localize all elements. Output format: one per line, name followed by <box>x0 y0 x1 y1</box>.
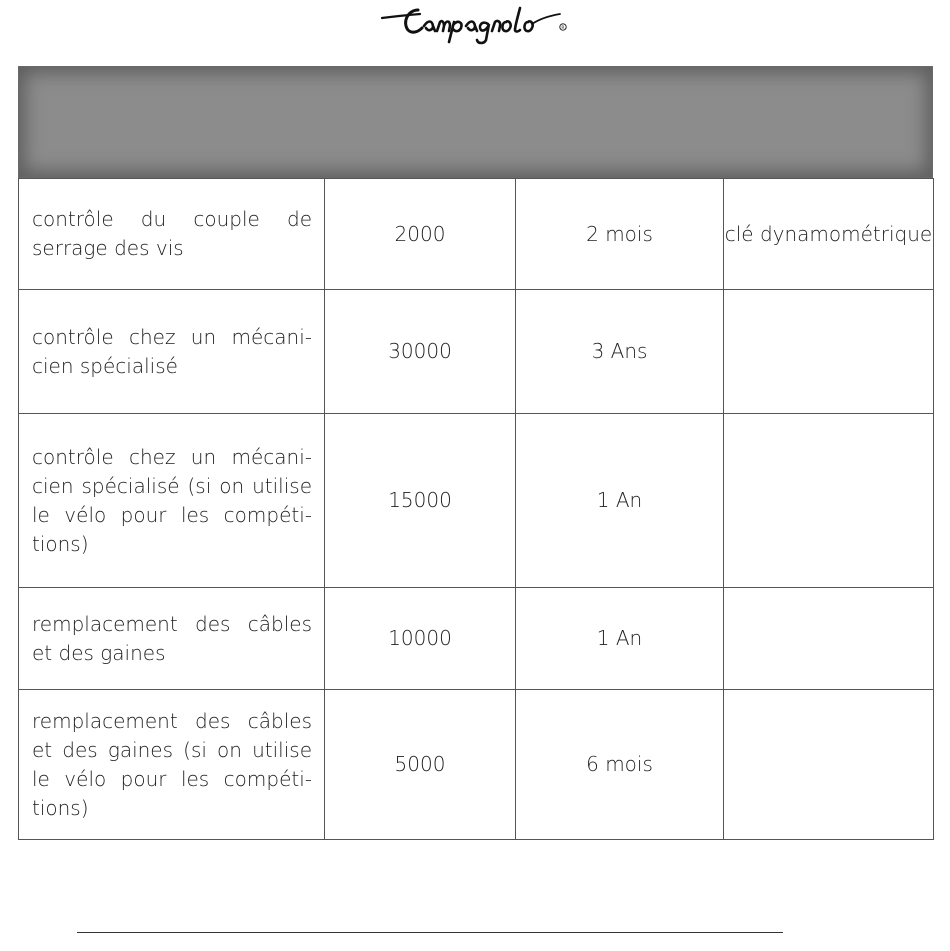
table-row <box>19 588 934 690</box>
campagnolo-logo <box>378 0 572 48</box>
table-header-band <box>18 66 933 178</box>
row-description: remplacement des câbles et des gaines <box>19 588 325 690</box>
row-period: 6 mois <box>516 690 724 840</box>
row-km: 15000 <box>325 414 516 588</box>
row-km: 2000 <box>325 179 516 290</box>
table-row <box>19 414 934 588</box>
row-km: 30000 <box>325 290 516 414</box>
row-tool <box>724 690 934 840</box>
row-km: 5000 <box>325 690 516 840</box>
row-tool: clé dynamométrique <box>724 179 934 290</box>
row-km: 10000 <box>325 588 516 690</box>
table-row <box>19 290 934 414</box>
svg-text:R: R <box>561 26 565 31</box>
row-period: 1 An <box>516 414 724 588</box>
row-description: contrôle chez un mécani-cien spécialisé (si on utilise le vélo pour les compéti-tions) <box>19 414 325 588</box>
row-period: 1 An <box>516 588 724 690</box>
row-period: 2 mois <box>516 179 724 290</box>
row-description: contrôle du couple de serrage des vis <box>19 179 325 290</box>
maintenance-table <box>18 66 933 840</box>
row-tool <box>724 588 934 690</box>
maintenance-schedule-table <box>18 178 934 840</box>
row-description: remplacement des câbles et des gaines (si on utilise le vélo pour les compéti-tions) <box>19 690 325 840</box>
table-row <box>19 179 934 290</box>
row-description: contrôle chez un mécani-cien spécialisé <box>19 290 325 414</box>
row-tool <box>724 414 934 588</box>
table-row <box>19 690 934 840</box>
row-period: 3 Ans <box>516 290 724 414</box>
row-tool <box>724 290 934 414</box>
footer-divider <box>77 932 783 933</box>
